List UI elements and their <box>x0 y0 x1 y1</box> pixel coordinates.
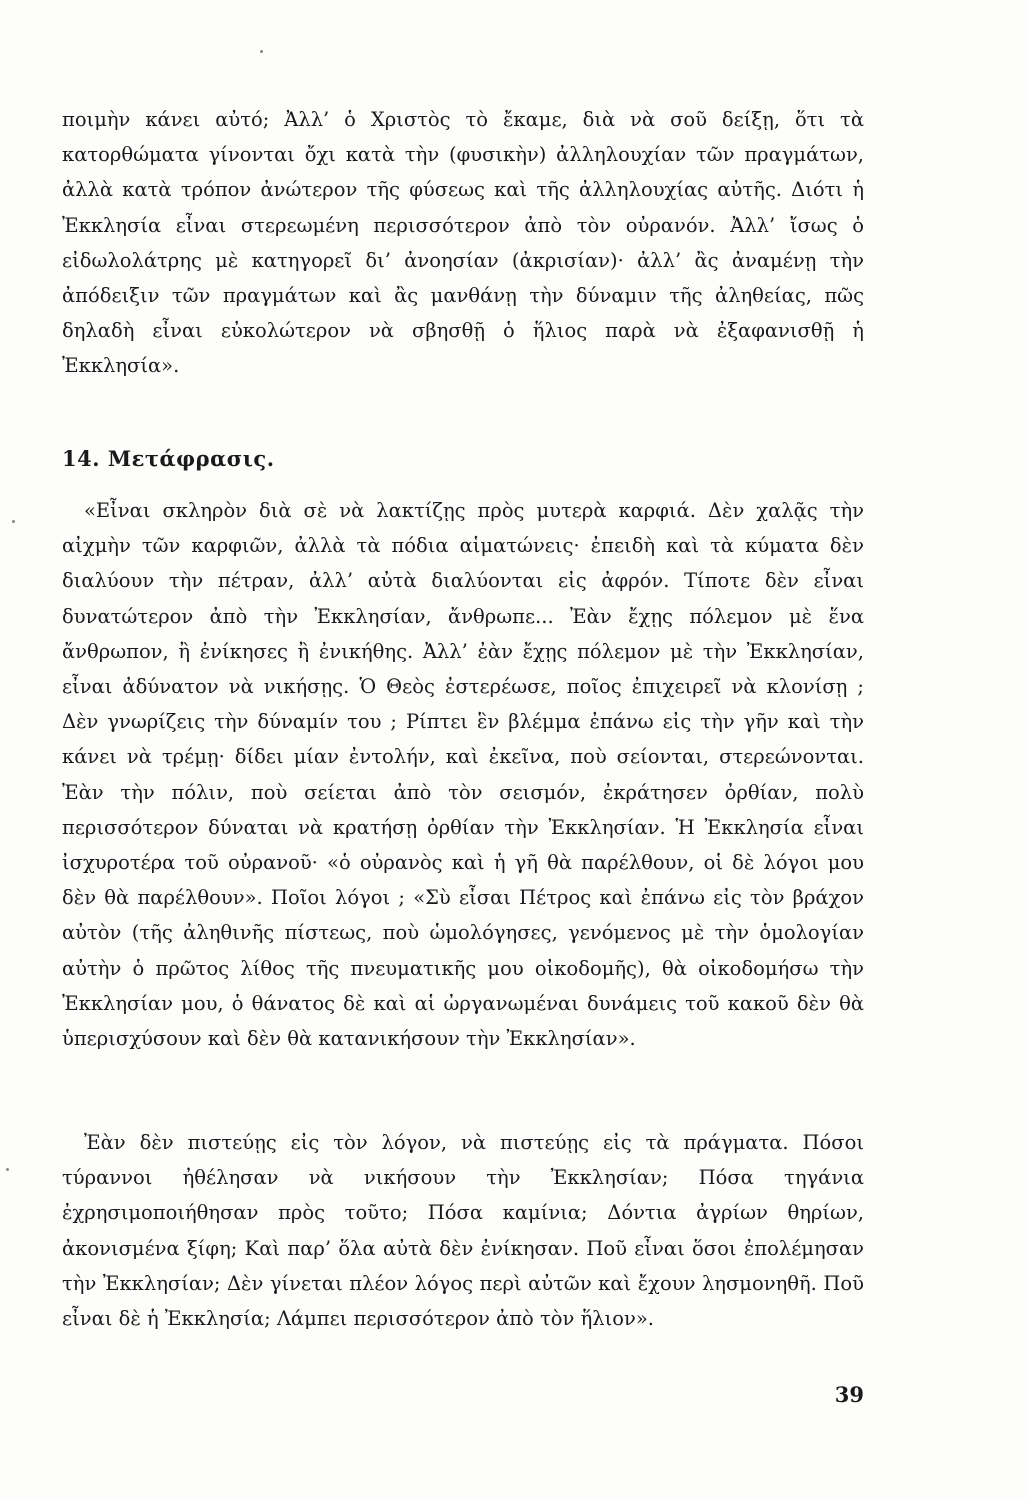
paragraph-body-text: «Εἶναι σκληρὸν διὰ σὲ νὰ λακτίζῃς πρὸς μυτερὰ καρφιά. Δὲν χαλᾷς τὴν αἰχμὴν τῶν καρφιῶν, ἀλλὰ τὰ πόδια αἱματώνεις· ἐπειδὴ καὶ τὰ κύματα δὲν διαλύουν τὴν πέτραν, ἀλλ’ αὐτὰ διαλύονται εἰς ἀφρόν. Τίποτε δὲν εἶναι δυνατώτερον ἀπὸ τὴν Ἐκκλησίαν, ἄνθρωπε... Ἐὰν ἔχῃς πόλεμον μὲ ἕνα ἄνθρωπον, ἢ ἐνίκησες ἢ ἐνικήθης. Ἀλλ’ ἐὰν ἔχῃς πόλεμον μὲ τὴν Ἐκκλησίαν, εἶναι ἀδύνατον νὰ νικήσῃς. Ὁ Θεὸς ἐστερέωσε, ποῖος ἐπιχειρεῖ νὰ κλονίσῃ ; Δὲν γνωρίζεις τὴν δύναμίν του ; Ρίπτει ἓν βλέμμα ἐπάνω εἰς τὴν γῆν καὶ τὴν κάνει νὰ τρέμῃ· δίδει μίαν ἐντολήν, καὶ ἐκεῖνα, ποὺ σείονται, στερεώνονται. Ἐὰν τὴν πόλιν, ποὺ σείεται ἀπὸ τὸν σεισμόν, ἐκράτησεν ὀρθίαν, πολὺ περισσότερον δύναται νὰ κρατήσῃ ὀρθίαν τὴν Ἐκκλησίαν. Ἡ Ἐκκλησία εἶναι ἰσχυροτέρα τοῦ οὐρανοῦ· «ὁ οὐρανὸς καὶ ἡ γῆ θὰ παρέλθουν, οἱ δὲ λόγοι μου δὲν θὰ παρέλθουν». Ποῖοι λόγοι ; «Σὺ εἶσαι Πέτρος καὶ ἐπάνω εἰς τὸν βράχον αὐτὸν (τῆς ἀληθινῆς πίστεως, ποὺ ὡμολόγησες, γενόμενος μὲ τὴν ὁμολογίαν αὐτὴν ὁ πρῶτος λίθος τῆς πνευματικῆς μου οἰκοδομῆς), θὰ οἰκοδομήσω τὴν Ἐκκλησίαν μου, ὁ θάνατος δὲ καὶ αἱ ὠργανωμέναι δυνάμεις τοῦ κακοῦ δὲν θὰ ὑπερισχύσουν καὶ δὲν θὰ κατανικήσουν τὴν Ἐκκλησίαν». <box>62 499 864 1051</box>
scan-speck <box>12 520 15 523</box>
paragraph-body <box>62 493 864 1056</box>
scan-speck <box>260 50 263 53</box>
paragraph-last <box>62 1125 864 1336</box>
scan-speck <box>6 1168 9 1171</box>
paragraph-top-text: ποιμὴν κάνει αὐτό; Ἀλλ’ ὁ Χριστὸς τὸ ἔκαμε, διὰ νὰ σοῦ δείξῃ, ὅτι τὰ κατορθώματα γίνονται ὄχι κατὰ τὴν (φυσικὴν) ἀλληλουχίαν τῶν πραγμάτων, ἀλλὰ κατὰ τρόπον ἀνώτερον τῆς φύσεως καὶ τῆς ἀλληλουχίας αὐτῆς. Διότι ἡ Ἐκκλησία εἶναι στερεωμένη περισσότερον ἀπὸ τὸν οὐρανόν. Ἀλλ’ ἴσως ὁ εἰδωλολάτρης μὲ κατηγορεῖ δι’ ἀνοησίαν (ἀκρισίαν)· ἀλλ’ ἂς ἀναμένῃ τὴν ἀπόδειξιν τῶν πραγμάτων καὶ ἂς μανθάνῃ τὴν δύναμιν τῆς ἀληθείας, πῶς δηλαδὴ εἶναι εὐκολώτερον νὰ σβησθῇ ὁ ἥλιος παρὰ νὰ ἐξαφανισθῇ ἡ Ἐκκλησία». <box>62 108 864 378</box>
paragraph-top <box>62 102 864 384</box>
section-heading: 14. Μετάφρασις. <box>62 446 275 471</box>
page-number: 39 <box>834 1382 864 1407</box>
paragraph-last-text: Ἐὰν δὲν πιστεύῃς εἰς τὸν λόγον, νὰ πιστεύῃς εἰς τὰ πράγματα. Πόσοι τύραννοι ἠθέλησαν νὰ νικήσουν τὴν Ἐκκλησίαν; Πόσα τηγάνια ἐχρησιμοποιήθησαν πρὸς τοῦτο; Πόσα καμίνια; Δόντια ἀγρίων θηρίων, ἀκονισμένα ξίφη; Καὶ παρ’ ὅλα αὐτὰ δὲν ἐνίκησαν. Ποῦ εἶναι ὅσοι ἐπολέμησαν τὴν Ἐκκλησίαν; Δὲν γίνεται πλέον λόγος περὶ αὐτῶν καὶ ἔχουν λησμονηθῆ. Ποῦ εἶναι δὲ ἡ Ἐκκλησία; Λάμπει περισσότερον ἀπὸ τὸν ἥλιον». <box>62 1131 864 1331</box>
